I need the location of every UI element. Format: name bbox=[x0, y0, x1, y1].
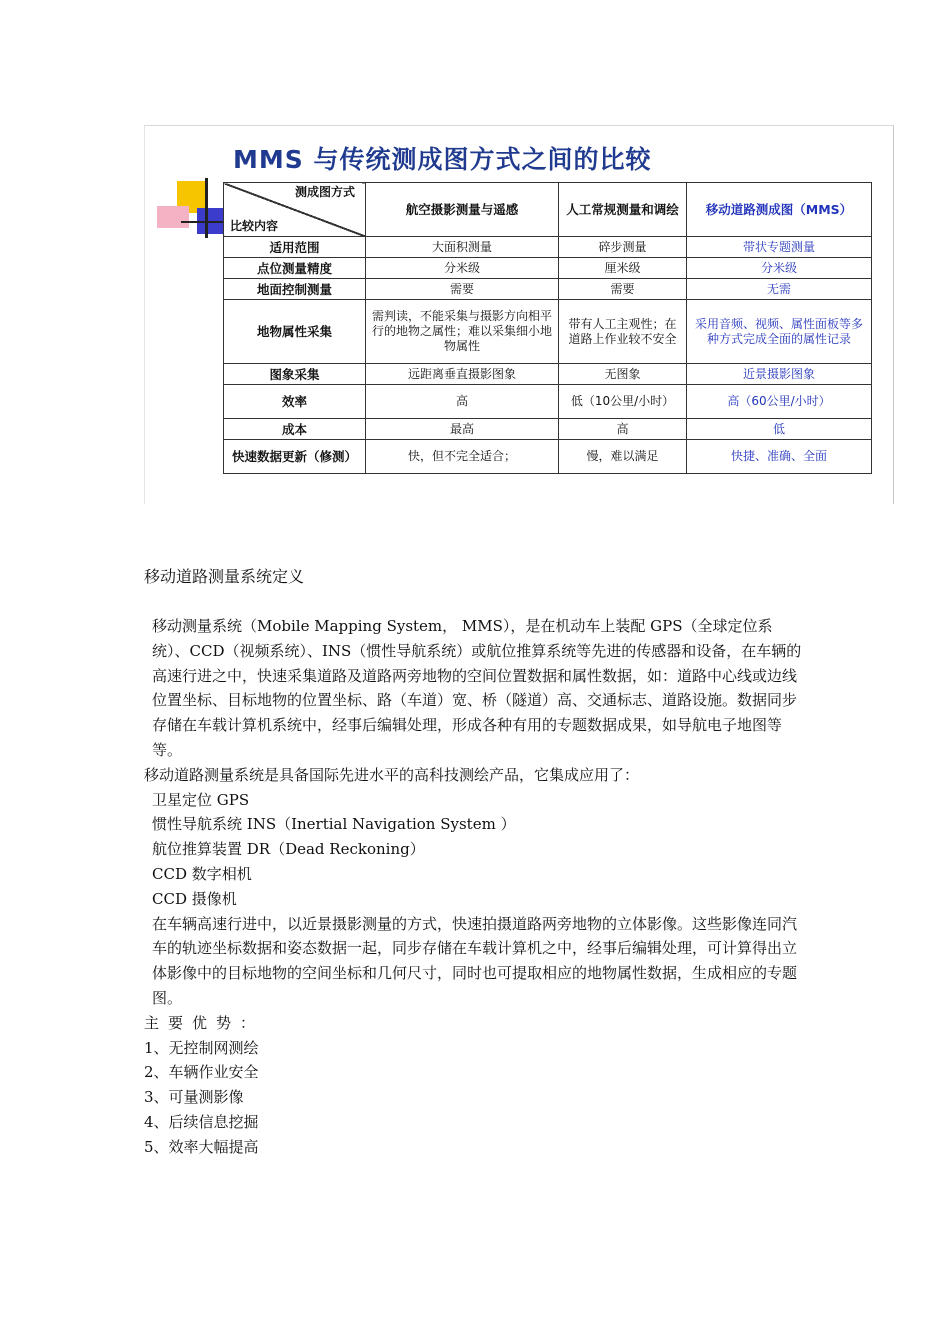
row-label: 成本 bbox=[224, 419, 366, 440]
cell-mms: 分米级 bbox=[687, 258, 872, 279]
decor-pink-square bbox=[157, 206, 189, 228]
advantage-item: 2、车辆作业安全 bbox=[144, 1063, 259, 1082]
table-row bbox=[224, 279, 872, 300]
row-label: 快速数据更新（修测） bbox=[224, 440, 366, 474]
advantages-heading: 主要优势： bbox=[144, 1013, 265, 1032]
header-col2: 人工常规测量和调绘 bbox=[559, 183, 687, 237]
cell-manual: 碎步测量 bbox=[559, 237, 687, 258]
figure-title: MMS 与传统测成图方式之间的比较 bbox=[233, 145, 652, 174]
cell-mms: 低 bbox=[687, 419, 872, 440]
table-row bbox=[224, 440, 872, 474]
cell-mms: 近景摄影图象 bbox=[687, 364, 872, 385]
row-label: 地物属性采集 bbox=[224, 300, 366, 364]
advantage-item: 4、后续信息挖掘 bbox=[144, 1112, 259, 1131]
header-col1: 航空摄影测量与遥感 bbox=[366, 183, 559, 237]
row-label: 适用范围 bbox=[224, 237, 366, 258]
component-item: CCD 摄像机 bbox=[152, 889, 237, 908]
component-item: CCD 数字相机 bbox=[152, 864, 252, 883]
cell-aerial: 需判读，不能采集与摄影方向相平行的地物之属性；难以采集细小地物属性 bbox=[366, 300, 559, 364]
row-label: 效率 bbox=[224, 385, 366, 419]
table-row bbox=[224, 364, 872, 385]
row-label: 图象采集 bbox=[224, 364, 366, 385]
cell-aerial: 需要 bbox=[366, 279, 559, 300]
table-header-row bbox=[224, 183, 872, 237]
table-row bbox=[224, 385, 872, 419]
table-row bbox=[224, 419, 872, 440]
corner-top-label: 测成图方式 bbox=[294, 185, 355, 199]
component-item: 惯性导航系统 INS（Inertial Navigation System ） bbox=[152, 815, 516, 834]
cell-manual: 低（10公里/小时） bbox=[559, 385, 687, 419]
cell-manual: 无图象 bbox=[559, 364, 687, 385]
table-row bbox=[224, 237, 872, 258]
cell-aerial: 最高 bbox=[366, 419, 559, 440]
table-row bbox=[224, 258, 872, 279]
paragraph-definition: 移动测量系统（Mobile Mapping System， MMS），是在机动车上装配 GPS（全球定位系统）、CCD（视频系统）、INS（惯性导航系统）或航位推算系统等先进的传感器和设备，在车辆的高速行进之中，快速采集道路及道路两旁地物的空间位置数据和属性数据，如：道路中心线或边线位置坐标、目标地物的位置坐标、路（车道）宽、桥（隧道）高、交通标志、道路设施。数据同步存储在车载计算机系统中，经事后编辑处理，形成各种有用的专题数据成果，如导航电子地图等等。 bbox=[152, 617, 802, 759]
comparison-figure bbox=[144, 125, 894, 504]
cell-mms: 无需 bbox=[687, 279, 872, 300]
cell-mms: 带状专题测量 bbox=[687, 237, 872, 258]
cell-mms: 快捷、准确、全面 bbox=[687, 440, 872, 474]
table-row bbox=[224, 300, 872, 364]
cell-aerial: 远距离垂直摄影图象 bbox=[366, 364, 559, 385]
cell-manual: 厘米级 bbox=[559, 258, 687, 279]
cell-manual: 高 bbox=[559, 419, 687, 440]
cell-manual: 慢，难以满足 bbox=[559, 440, 687, 474]
advantage-item: 1、无控制网测绘 bbox=[144, 1038, 259, 1057]
component-item: 卫星定位 GPS bbox=[152, 790, 250, 809]
cell-manual: 需要 bbox=[559, 279, 687, 300]
paragraph-integration: 移动道路测量系统是具备国际先进水平的高科技测绘产品，它集成应用了： bbox=[144, 765, 640, 784]
section-title: 移动道路测量系统定义 bbox=[144, 567, 305, 586]
row-label: 地面控制测量 bbox=[224, 279, 366, 300]
comparison-table bbox=[223, 182, 872, 474]
paragraph-process: 在车辆高速行进中，以近景摄影测量的方式，快速拍摄道路两旁地物的立体影像。这些影像连同汽车的轨迹坐标数据和姿态数据一起，同步存储在车载计算机之中，经事后编辑处理，可计算得出立体影像中的目标地物的空间坐标和几何尺寸，同时也可提取相应的地物属性数据，生成相应的专题图。 bbox=[152, 914, 798, 1007]
row-label: 点位测量精度 bbox=[224, 258, 366, 279]
cell-aerial: 分米级 bbox=[366, 258, 559, 279]
header-col3: 移动道路测成图（MMS） bbox=[687, 183, 872, 237]
corner-bottom-label: 比较内容 bbox=[230, 219, 279, 233]
body-text bbox=[144, 614, 810, 1160]
cell-mms: 采用音频、视频、属性面板等多种方式完成全面的属性记录 bbox=[687, 300, 872, 364]
advantage-item: 5、效率大幅提高 bbox=[144, 1137, 259, 1156]
component-item: 航位推算装置 DR（Dead Reckoning） bbox=[152, 840, 425, 859]
cell-aerial: 高 bbox=[366, 385, 559, 419]
cell-aerial: 大面积测量 bbox=[366, 237, 559, 258]
cell-manual: 带有人工主观性；在道路上作业较不安全 bbox=[559, 300, 687, 364]
header-corner-cell bbox=[224, 183, 366, 237]
advantage-item: 3、可量测影像 bbox=[144, 1088, 244, 1107]
decor-horizontal-line bbox=[181, 221, 223, 223]
cell-aerial: 快，但不完全适合； bbox=[366, 440, 559, 474]
cell-mms: 高（60公里/小时） bbox=[687, 385, 872, 419]
decor-vertical-line bbox=[205, 178, 208, 238]
